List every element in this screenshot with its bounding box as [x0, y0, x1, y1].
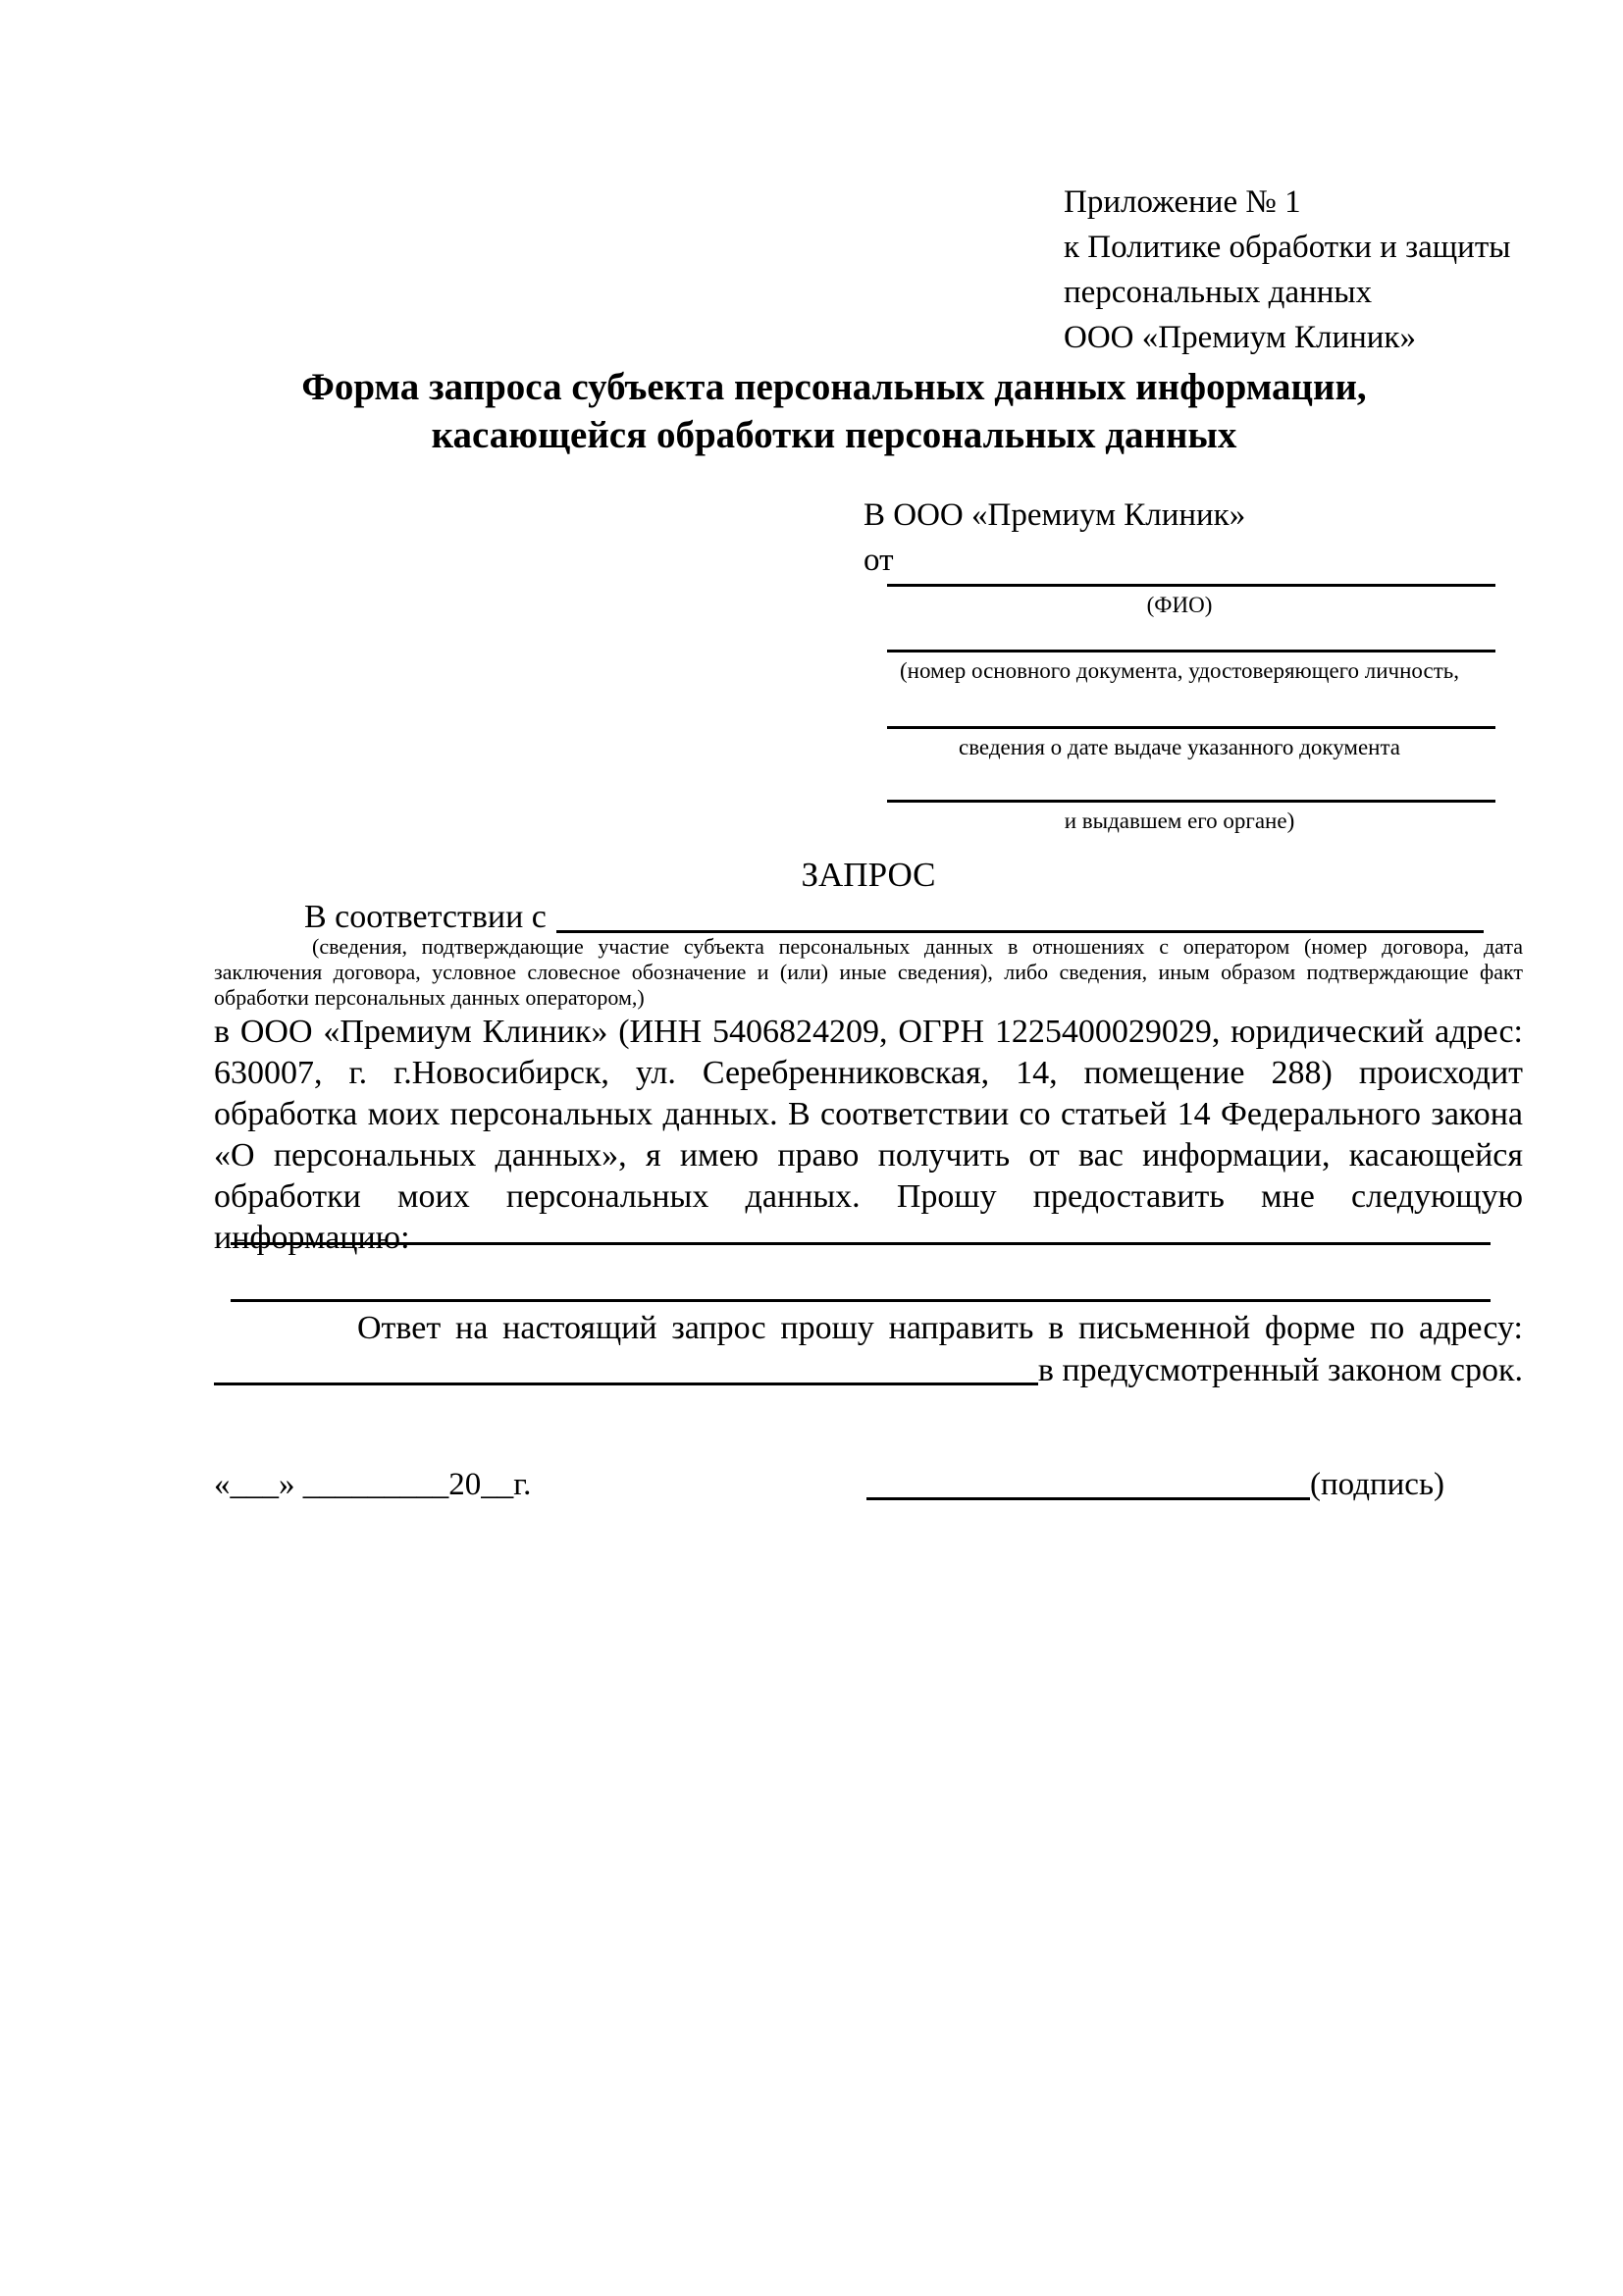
- reply-paragraph: Ответ на настоящий запрос прошу направить в письменной форме по адресу:: [357, 1310, 1523, 1346]
- signature-caption: (подпись): [1310, 1467, 1444, 1502]
- info-fill-line-2: [231, 1299, 1491, 1302]
- request-heading: ЗАПРОС: [801, 856, 936, 894]
- doc-date-field: [864, 726, 1495, 761]
- addressee-block: [864, 493, 1495, 835]
- appendix-line: ООО «Премиум Клиник»: [1064, 320, 1416, 355]
- doc-number-field: [864, 650, 1495, 685]
- appendix-line: к Политике обработки и защиты: [1064, 230, 1511, 265]
- form-title-line-1: Форма запроса субъекта персональных данных информации,: [301, 366, 1367, 408]
- date-blank: «___» _________20__г.: [214, 1467, 532, 1502]
- fio-field: [864, 584, 1495, 619]
- form-title: [157, 363, 1511, 459]
- appendix-block: [1064, 180, 1525, 360]
- signature-group: [866, 1462, 1444, 1507]
- address-fill-line: [214, 1383, 1038, 1385]
- doc-number-caption: (номер основного документа, удостоверяющего личность,: [899, 658, 1459, 683]
- doc-issuer-caption: и выдавшем его органе): [1064, 809, 1295, 833]
- doc-number-fill-line: [887, 650, 1495, 652]
- form-title-line-2: касающейся обработки персональных данных: [431, 414, 1237, 456]
- doc-issuer-fill-line: [887, 800, 1495, 803]
- reply-tail: в предусмотренный законом срок.: [1037, 1352, 1523, 1388]
- footer-row: [214, 1462, 1523, 1507]
- appendix-line: персональных данных: [1064, 275, 1373, 310]
- info-fill-line-1: [231, 1242, 1491, 1245]
- reply-address-line: [214, 1349, 1523, 1392]
- addressee-to: В ООО «Премиум Клиник»: [864, 497, 1246, 533]
- doc-date-fill-line: [887, 726, 1495, 729]
- fio-fill-line: [887, 584, 1495, 587]
- intro-prefix: В соответствии с: [304, 899, 547, 935]
- intro-note: (сведения, подтверждающие участие субъекта персональных данных в отношениях с оператором (номер договора, дата заключения договора, условное словесное обозначение и (или) иные сведения), либо сведения, иным образом подтверждающие факт обработки персональных данных оператором,): [214, 934, 1523, 1010]
- request-body: в ООО «Премиум Клиник» (ИНН 5406824209, ОГРН 1225400029029, юридический адрес: 630007, г. г.Новосибирск, ул. Серебренниковская, 14, помещение 288) происходит обработка моих персональных данных. В соответствии со статьей 14 Федерального закона «О персональных данных», я имею право получить от вас информации, касающейся обработки моих персональных данных. Прошу предоставить мне следующую информацию:: [214, 1014, 1523, 1256]
- signature-fill-line: [866, 1497, 1310, 1500]
- appendix-line: Приложение № 1: [1064, 184, 1301, 220]
- fio-caption: (ФИО): [1146, 593, 1213, 617]
- intro-fill-line: [556, 930, 1484, 933]
- addressee-from-label: от: [864, 543, 894, 578]
- doc-issuer-field: [864, 800, 1495, 835]
- doc-date-caption: сведения о дате выдаче указанного документа: [958, 735, 1401, 759]
